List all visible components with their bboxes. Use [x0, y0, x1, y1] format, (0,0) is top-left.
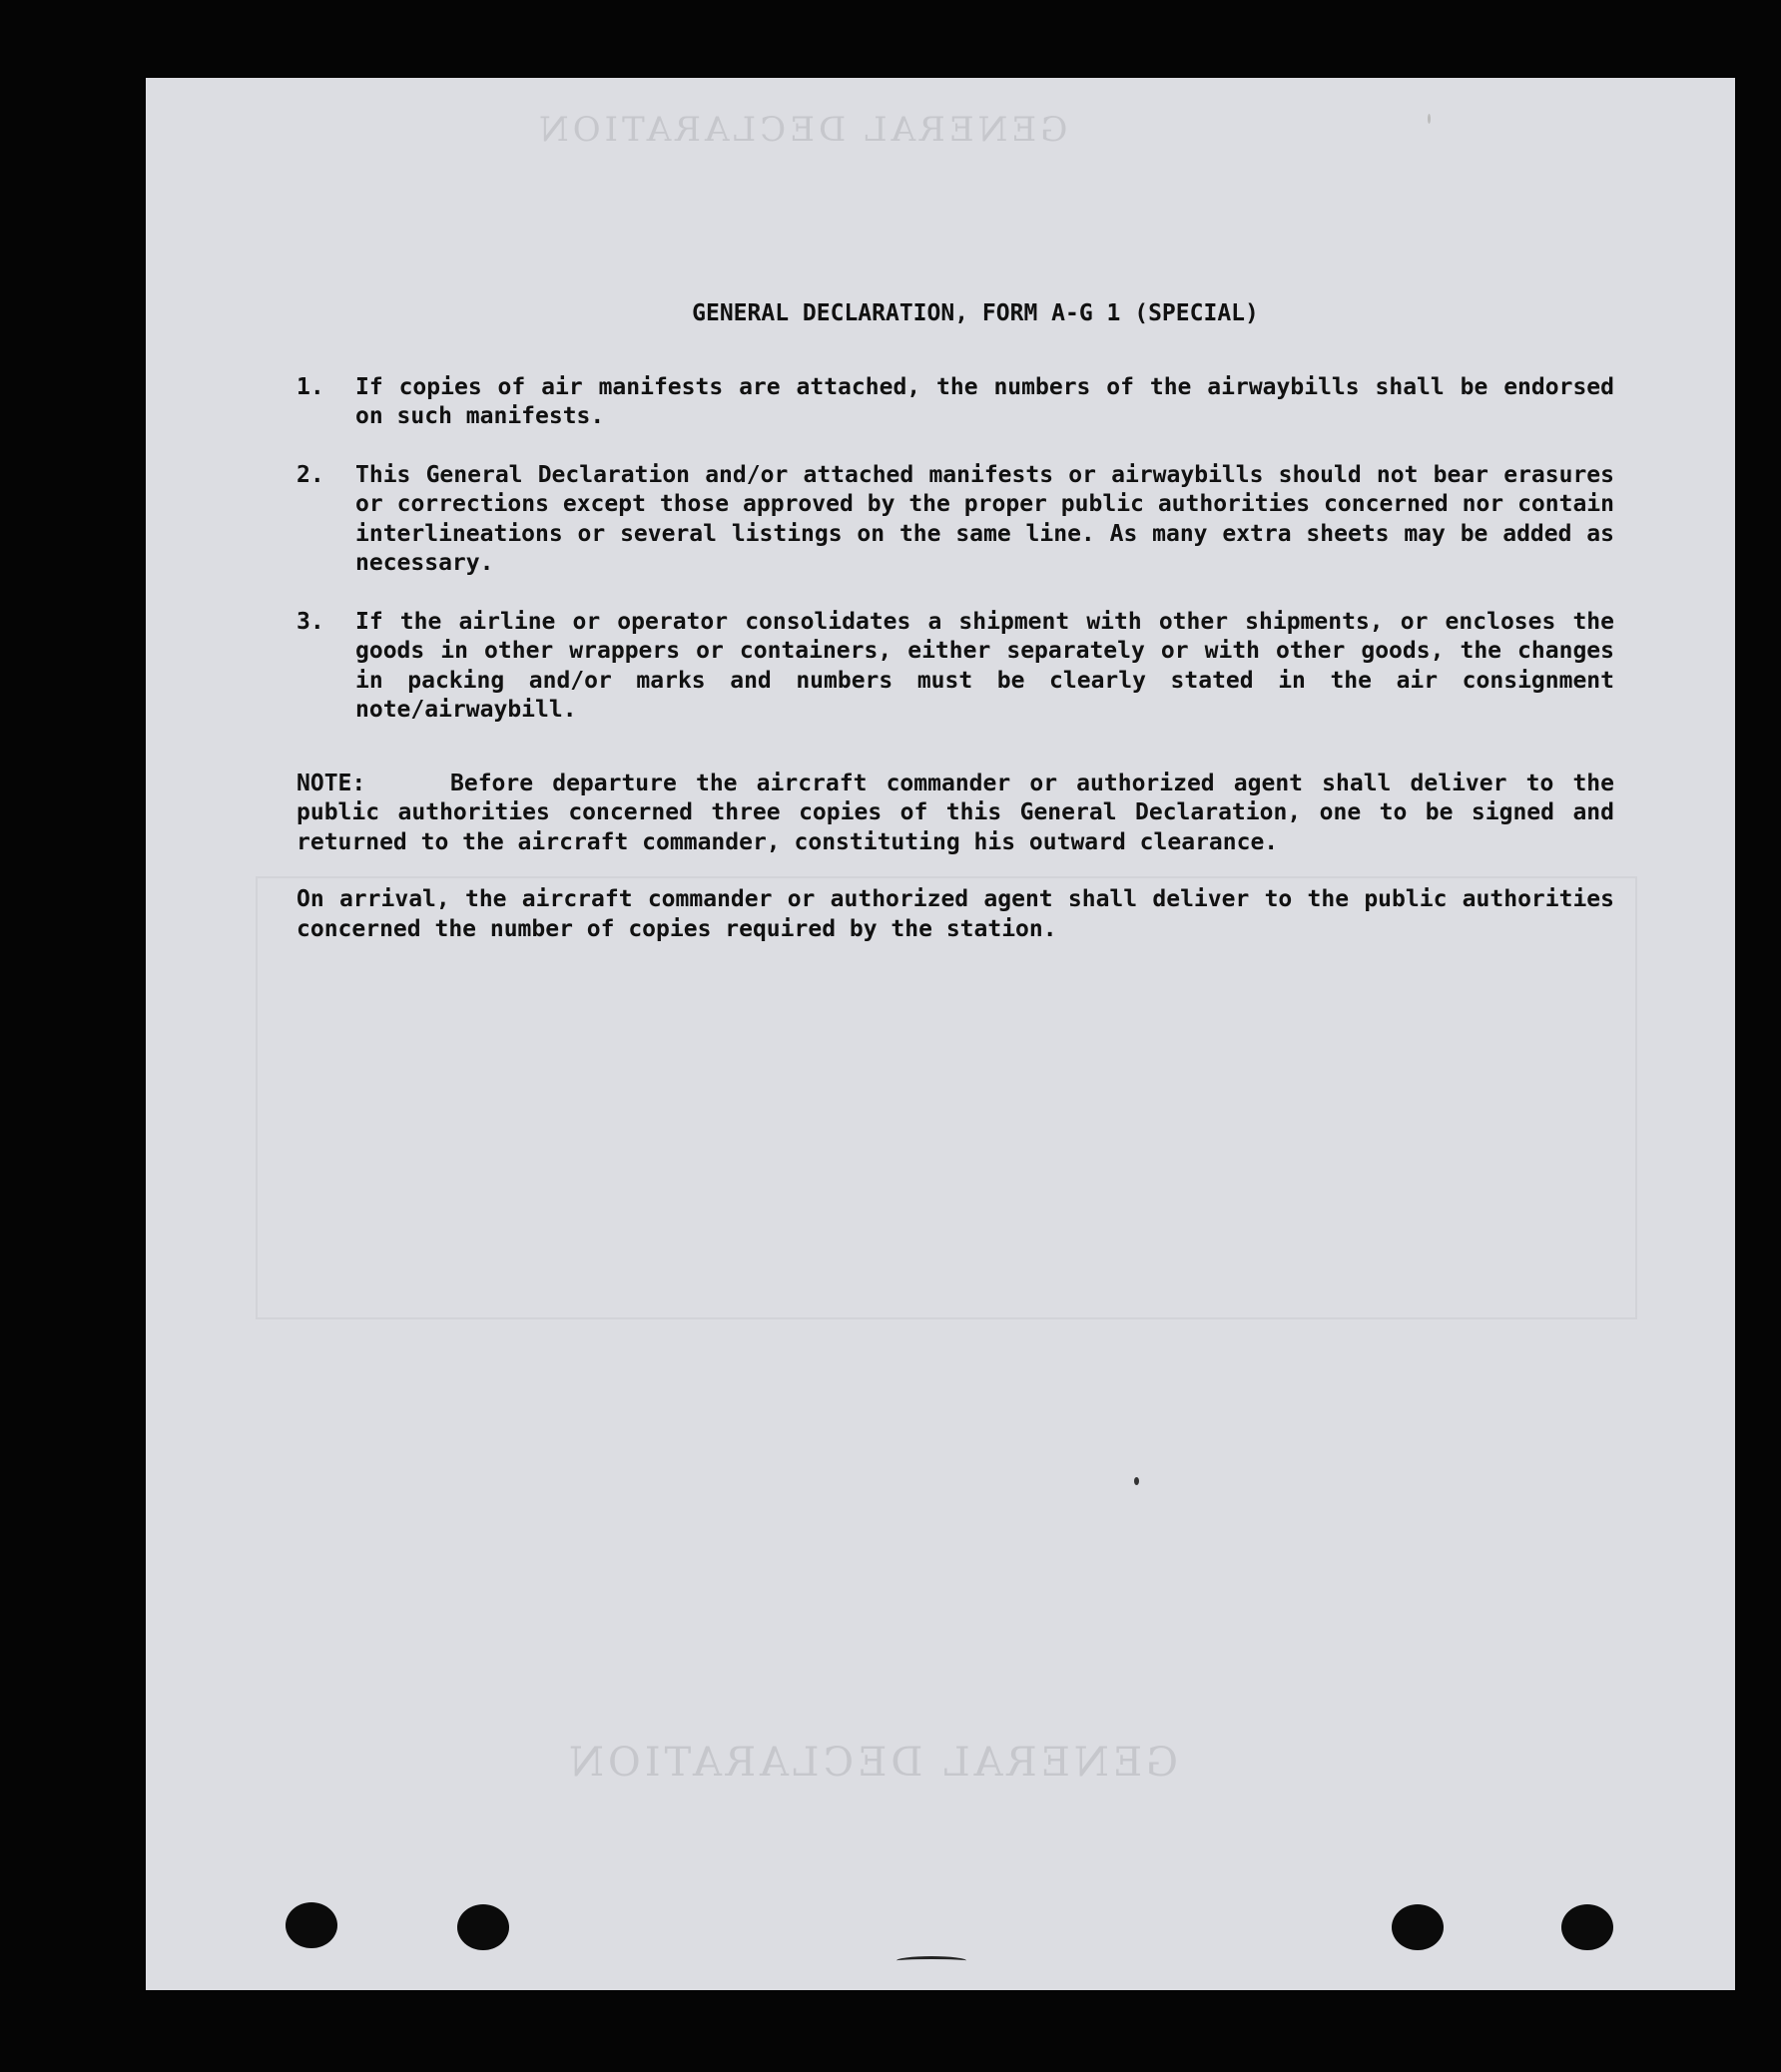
- pen-mark: [896, 1956, 966, 1965]
- punch-hole: [1561, 1904, 1613, 1950]
- item-number: 1.: [297, 373, 324, 400]
- list-item: [297, 373, 1614, 432]
- punch-hole: [1392, 1904, 1444, 1950]
- ink-speck: [1428, 114, 1431, 124]
- item-text: This General Declaration and/or attached manifests or airwaybills should not bear erasures or corrections except those approved by the proper public authorities concerned nor contain interlineations or several listings on the same line. As many extra sheets may be added as necessary.: [355, 461, 1614, 576]
- item-text: If copies of air manifests are attached, the numbers of the airwaybills shall be endorsed on such manifests.: [355, 373, 1614, 429]
- document-page: [146, 78, 1735, 1990]
- bleed-through-footer: GENERAL DECLARATION: [565, 1740, 1179, 1786]
- list-item: [297, 608, 1614, 726]
- item-text: If the airline or operator consolidates a shipment with other shipments, or encloses the goods in other wrappers or containers, either separately or with other goods, the changes in packing and/or marks and numbers must be clearly stated in the air consignment note/airwaybill.: [355, 608, 1614, 723]
- list-item: [297, 461, 1614, 579]
- ink-speck: [1134, 1477, 1139, 1485]
- item-number: 2.: [297, 461, 324, 488]
- punch-hole: [457, 1904, 509, 1950]
- document-body: [297, 299, 1614, 944]
- arrival-paragraph: On arrival, the aircraft commander or authorized agent shall deliver to the public authorities concerned the number of copies required by the station.: [297, 886, 1614, 942]
- document-title: GENERAL DECLARATION, FORM A-G 1 (SPECIAL): [692, 300, 1259, 326]
- bleed-through-header: GENERAL DECLARATION: [535, 110, 1068, 150]
- punch-hole: [286, 1902, 337, 1948]
- note-text: Before departure the aircraft commander or authorized agent shall deliver to the public authorities concerned three copies of this General Declaration, one to be signed and returned to the aircraft commander, constituting his outward clearance.: [297, 770, 1614, 855]
- item-number: 3.: [297, 608, 324, 635]
- note-label: NOTE:: [297, 770, 366, 796]
- note-paragraph: [297, 770, 1614, 858]
